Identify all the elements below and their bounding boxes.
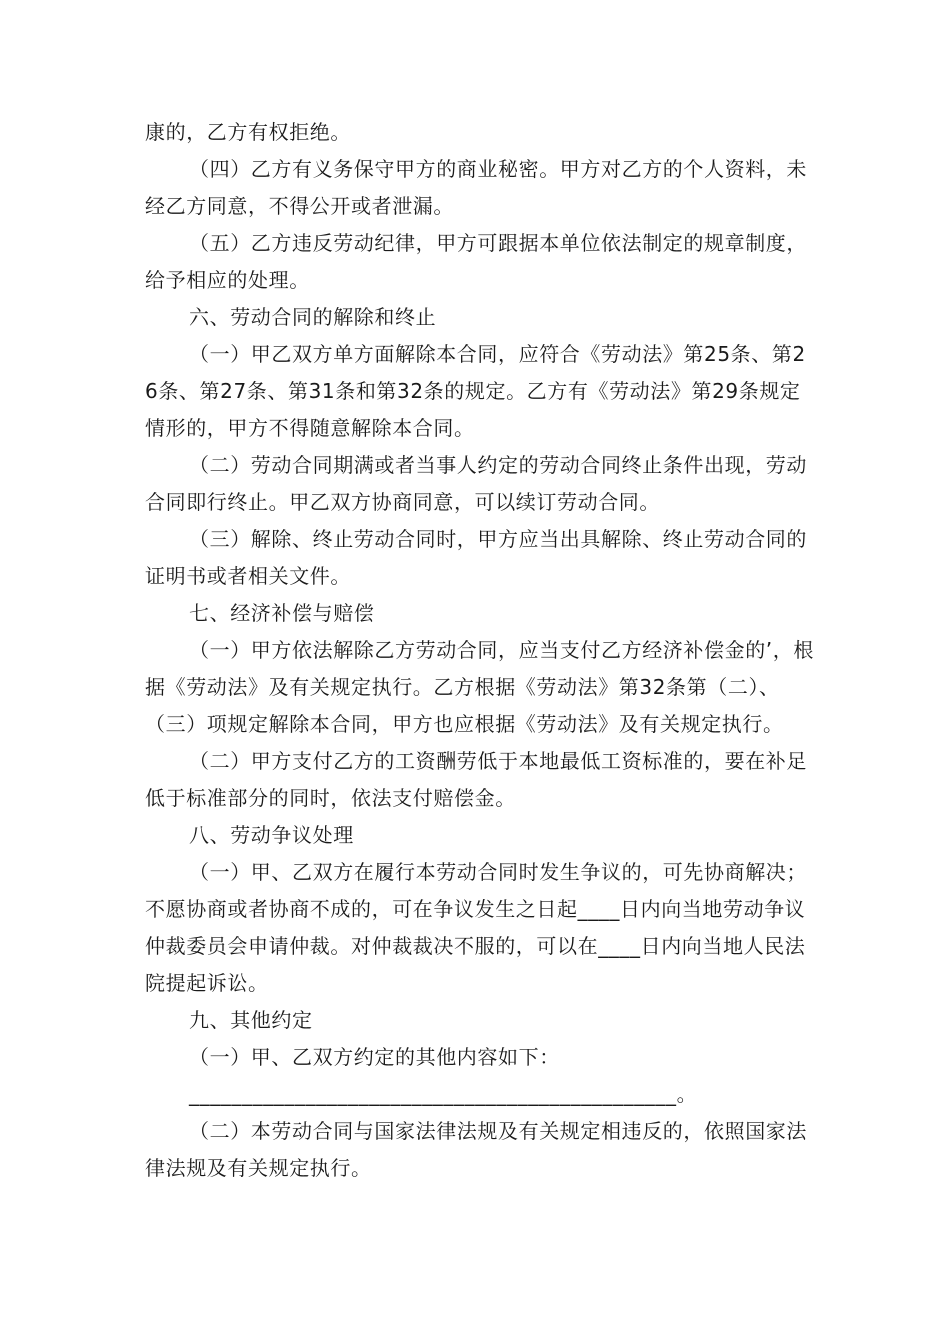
paragraph-continuation: 康的，乙方有权拒绝。 [145,120,351,144]
section-heading-dispute: 八、劳动争议处理 [189,823,354,847]
paragraph-discipline: （五）乙方违反劳动纪律，甲方可跟据本单位依法制定的规章制度，给予相应的处理。 [145,231,807,292]
paragraph-economic-compensation: （一）甲方依法解除乙方劳动合同，应当支付乙方经济补偿金的’，根据《劳动法》及有关规定执行。乙方根据《劳动法》第32条第（二）、（三）项规定解除本合同，甲方也应根据《劳动法》及有关规定执行。 [145,638,814,736]
paragraph-termination-certificate: （三）解除、终止劳动合同时，甲方应当出具解除、终止劳动合同的证明书或者相关文件。 [145,527,807,588]
paragraph-legal-precedence: （二）本劳动合同与国家法律法规及有关规定相违反的，依照国家法律法规及有关规定执行。 [145,1119,807,1180]
section-heading-termination: 六、劳动合同的解除和终止 [189,305,437,329]
fill-in-blank-line: ______________________________________________。 [189,1082,698,1106]
paragraph-other-terms: （一）甲、乙双方约定的其他内容如下： [189,1045,560,1069]
paragraph-dispute-resolution: （一）甲、乙双方在履行本劳动合同时发生争议的，可先协商解决；不愿协商或者协商不成的，可在争议发生之日起____日内向当地劳动争议仲裁委员会申请仲裁。对仲裁裁决不服的，可以在____日内向当地人民法院提起诉讼。 [145,860,807,995]
document-body [145,114,817,1187]
paragraph-wage-compensation: （二）甲方支付乙方的工资酬劳低于本地最低工资标准的，要在补足低于标准部分的同时，依法支付赔偿金。 [145,749,807,810]
paragraph-confidentiality: （四）乙方有义务保守甲方的商业秘密。甲方对乙方的个人资料，未经乙方同意，不得公开或者泄漏。 [145,157,807,218]
paragraph-contract-expiry: （二）劳动合同期满或者当事人约定的劳动合同终止条件出现，劳动合同即行终止。甲乙双方协商同意，可以续订劳动合同。 [145,453,807,514]
section-heading-compensation: 七、经济补偿与赔偿 [189,601,375,625]
section-heading-other: 九、其他约定 [189,1008,313,1032]
paragraph-unilateral-termination: （一）甲乙双方单方面解除本合同，应符合《劳动法》第25条、第26条、第27条、第31条和第32条的规定。乙方有《劳动法》第29条规定情形的，甲方不得随意解除本合同。 [145,342,806,440]
